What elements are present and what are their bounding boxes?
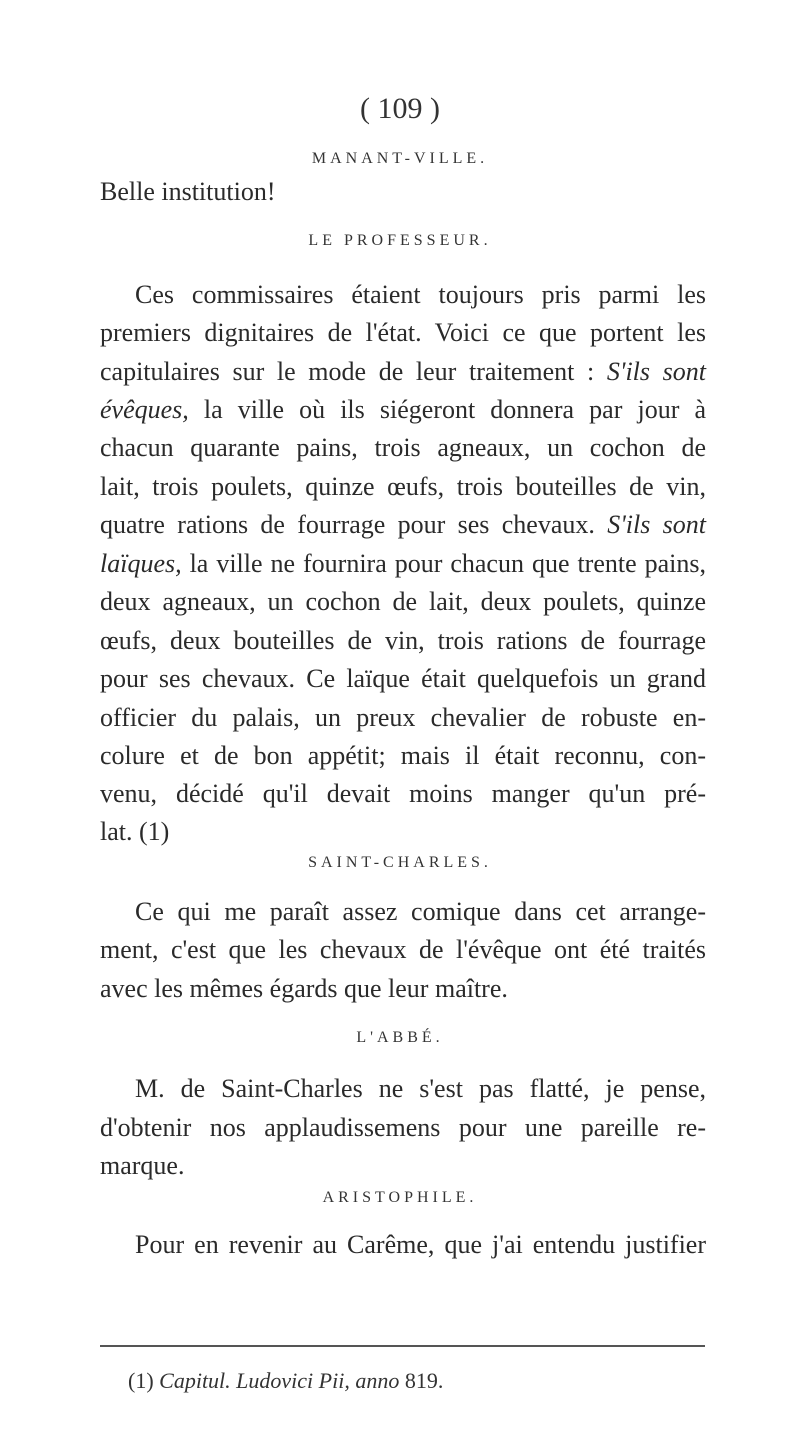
text-line: colure et de bon appétit; mais il était reconnu, con- bbox=[100, 741, 706, 770]
text-line: œufs, deux bouteilles de vin, trois rations de fourrage bbox=[100, 626, 706, 655]
footnote-marker: (1) bbox=[128, 1368, 160, 1393]
text-line: avec les mêmes égards que leur maître. bbox=[100, 974, 508, 1003]
text-line bbox=[100, 549, 706, 579]
text-line: premiers dignitaires de l'état. Voici ce que portent les bbox=[100, 318, 706, 347]
footnote bbox=[128, 1368, 443, 1394]
footnote-citation: Capitul. Ludovici Pii, anno bbox=[159, 1368, 400, 1393]
text-line: Belle institution! bbox=[100, 177, 276, 206]
italic-text: S'ils sont bbox=[606, 357, 707, 386]
text-segment: la ville ne fournira pour chacun que trente pains, bbox=[181, 549, 706, 578]
text-line: marque. bbox=[100, 1151, 185, 1180]
text-line: deux agneaux, un cochon de lait, deux poulets, quinze bbox=[100, 587, 706, 616]
speaker-heading: L'ABBÉ. bbox=[356, 1029, 444, 1046]
text-segment: la ville où ils siégeront donnera par jour à bbox=[188, 395, 706, 424]
text-line bbox=[100, 395, 706, 425]
text-line: venu, décidé qu'il devait moins manger qu'un pré- bbox=[100, 779, 706, 808]
text-line: M. de Saint-Charles ne s'est pas flatté, je pense, bbox=[135, 1074, 706, 1103]
speaker-heading: SAINT-CHARLES. bbox=[308, 854, 492, 871]
text-line: Pour en revenir au Carême, que j'ai entendu justifier bbox=[135, 1230, 706, 1259]
footnote-divider bbox=[100, 1345, 705, 1347]
text-line: officier du palais, un preux chevalier de robuste en- bbox=[100, 703, 706, 732]
speaker-heading: LE PROFESSEUR. bbox=[308, 232, 492, 249]
text-line bbox=[100, 510, 706, 540]
speaker-heading: MANANT-VILLE. bbox=[311, 150, 489, 167]
text-segment: quatre rations de fourrage pour ses chevaux. bbox=[100, 510, 608, 539]
text-line: pour ses chevaux. Ce laïque était quelquefois un grand bbox=[100, 664, 706, 693]
text-segment: capitulaires sur le mode de leur traitement : bbox=[100, 357, 607, 386]
text-line: lat. (1) bbox=[100, 817, 170, 846]
text-line: Ce qui me paraît assez comique dans cet arrange- bbox=[135, 897, 706, 926]
text-line: d'obtenir nos applaudissemens pour une pareille re- bbox=[100, 1113, 706, 1142]
text-line: chacun quarante pains, trois agneaux, un cochon de bbox=[100, 433, 706, 462]
italic-text: laïques, bbox=[100, 549, 182, 578]
speaker-heading: ARISTOPHILE. bbox=[322, 1189, 478, 1206]
italic-text: évêques, bbox=[100, 395, 189, 424]
text-line: Ces commissaires étaient toujours pris parmi les bbox=[135, 280, 706, 309]
text-line: ment, c'est que les chevaux de l'évêque ont été traités bbox=[100, 935, 706, 964]
italic-text: S'ils sont bbox=[607, 510, 707, 539]
text-line: lait, trois poulets, quinze œufs, trois bouteilles de vin, bbox=[100, 472, 706, 501]
footnote-year: 819. bbox=[399, 1368, 444, 1393]
text-line bbox=[100, 357, 706, 387]
page-number: ( 109 ) bbox=[360, 92, 440, 125]
